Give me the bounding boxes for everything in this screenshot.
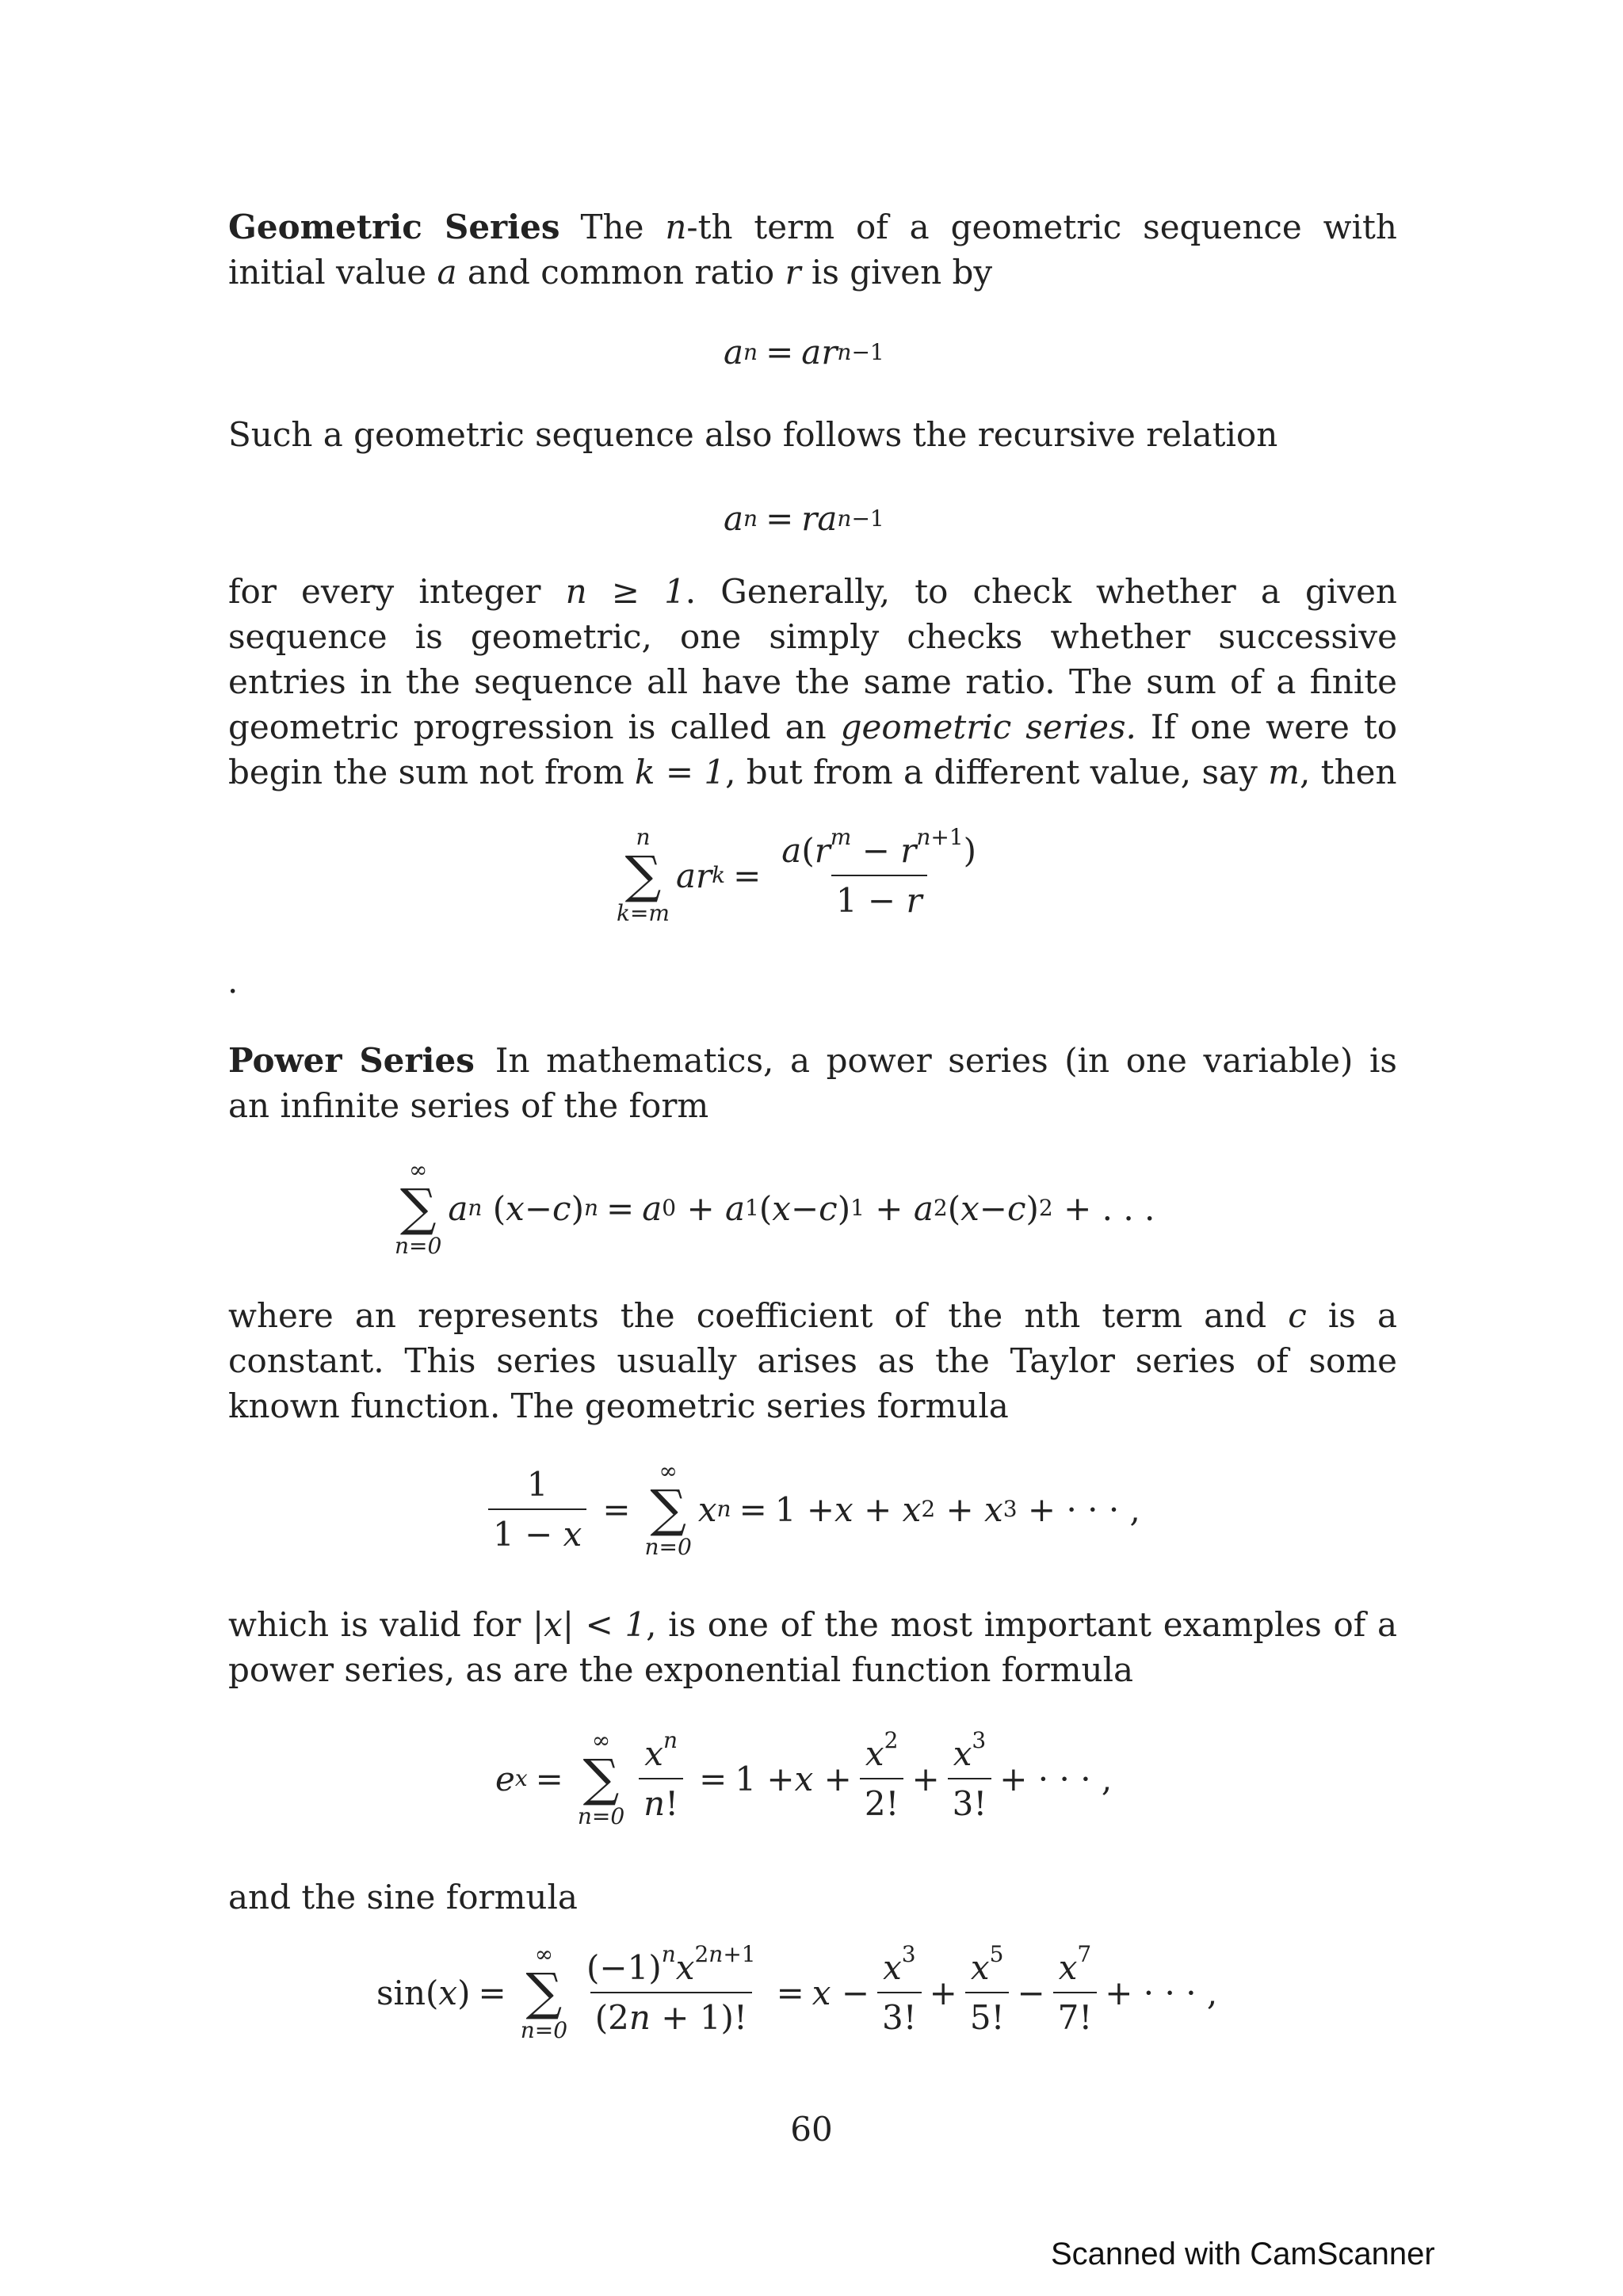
page-number: 60 bbox=[790, 2110, 833, 2149]
power-series-equation: ∞ ∑ n=0 a n ( x − c ) n = a 0 + a 1 ( x − c ) 1 + a 2 ( x − c ) 2 + . . . bbox=[395, 1157, 1155, 1259]
geometric-series-formula: $\frac{1}{1 - x}$ = ∞ ∑ n=0 x n = 1 + x + x 2 + x 3 + · · · , bbox=[480, 1458, 1140, 1561]
recursive-equation: a n = ra n−1 bbox=[724, 499, 884, 538]
geometric-body-paragraph: for every integer n ≥ 1. Generally, to check whether a given sequence is geometric, one simply checks whether successive entries in the sequence all have the same ratio. The sum of a finite geometric progression is called an geometric series. If one were to begin the sum not from k = 1, but from a different value, say m, then bbox=[228, 572, 1397, 791]
stray-period: . bbox=[227, 962, 239, 1001]
recursive-relation-text: Such a geometric sequence also follows the recursive relation bbox=[228, 415, 1278, 454]
sine-intro-text: and the sine formula bbox=[228, 1878, 578, 1917]
power-valid-paragraph: which is valid for |x| < 1, is one of the most important examples of a power series, as are the exponential function formula bbox=[228, 1605, 1397, 1689]
sine-formula: sin( x ) = ∞ ∑ n=0 $\frac{(-1)^nx^{2n+1}}{(2n + 1)!}$ = x − $\frac{x^3}{3!}$ + $\frac{x^5}{5!}$ − $\frac{x^7}{7!}$ + · · · , bbox=[376, 1941, 1218, 2043]
power-series-heading: Power Series bbox=[228, 1041, 475, 1080]
camscanner-watermark: Scanned with CamScanner bbox=[1051, 2237, 1435, 2271]
power-where-paragraph: where an represents the coefficient of the nth term and c is a constant. This series usually arises as the Taylor series of some known function. The geometric series formula bbox=[228, 1296, 1398, 1425]
power-intro-paragraph: Power Series In mathematics, a power series (in one variable) is an infinite series of the form bbox=[228, 1041, 1397, 1125]
finite-geometric-sum-equation: n ∑ k=m ar k = $\frac{a(r^m - r^{n+1})}{1 - r}$ bbox=[617, 824, 977, 926]
exponential-formula: e x = ∞ ∑ n=0 $\frac{x^n}{n!}$ = 1 + x + $\frac{x^2}{2!}$ + $\frac{x^3}{3!}$ + · · · , bbox=[495, 1727, 1113, 1829]
geometric-series-heading: Geometric Series bbox=[228, 208, 560, 246]
geometric-intro-paragraph: Geometric Series The n-th term of a geometric sequence with initial value a and common ratio r is given by bbox=[228, 208, 1397, 292]
nth-term-equation: a n = ar n−1 bbox=[724, 333, 884, 372]
